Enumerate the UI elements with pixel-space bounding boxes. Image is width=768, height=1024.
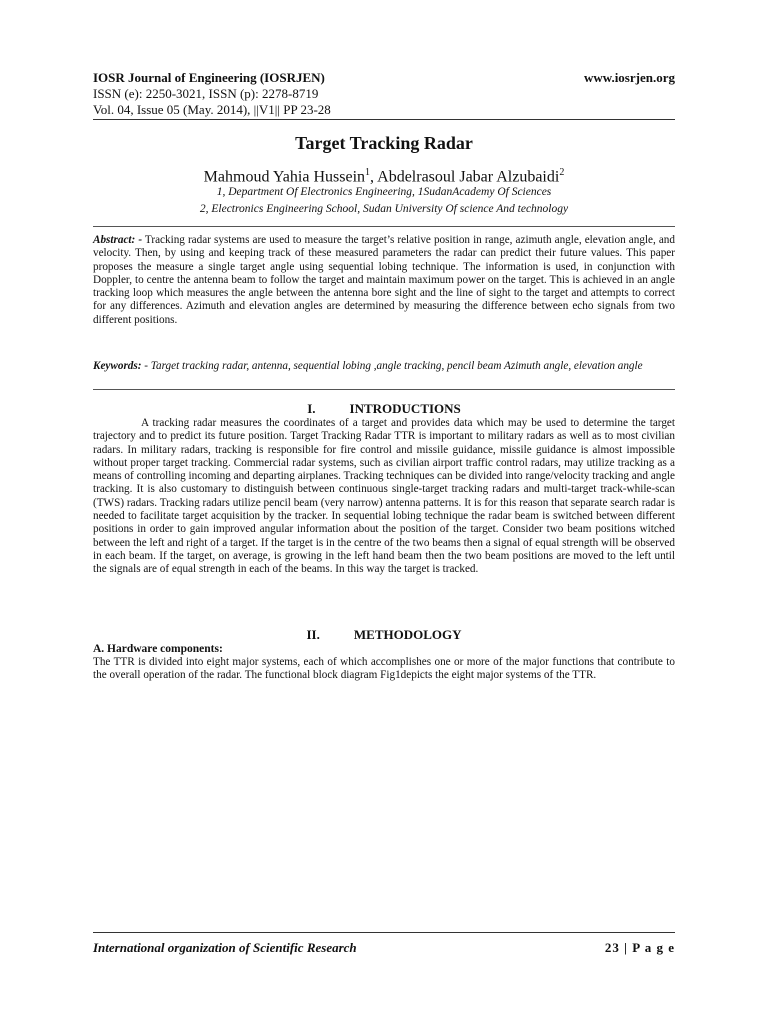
section-heading-introductions [93, 401, 675, 417]
abstract [93, 234, 675, 327]
keywords-label: Keywords: [93, 360, 142, 372]
journal-website[interactable]: www.iosrjen.org [584, 70, 675, 85]
subsection-heading: A. Hardware components: [93, 643, 223, 655]
page-footer [93, 940, 675, 956]
header-divider [93, 119, 675, 120]
author-1: Mahmoud Yahia Hussein [203, 168, 366, 186]
page-number: 23 | P a g e [604, 940, 675, 955]
abstract-top-divider [93, 226, 675, 227]
section-title: INTRODUCTIONS [349, 401, 461, 416]
paper-page [93, 0, 675, 1024]
section-title: METHODOLOGY [353, 627, 462, 642]
keywords-text: - Target tracking radar, antenna, sequential lobing ,angle tracking, pencil beam Azimuth angle, elevation angle [141, 360, 643, 372]
journal-header [93, 70, 675, 118]
abstract-label: Abstract: - [93, 234, 143, 246]
author-2: Abdelrasoul Jabar Alzubaidi [377, 168, 560, 186]
authors-line [93, 167, 675, 186]
affiliation-2: 2, Electronics Engineering School, Sudan University Of science And technology [199, 203, 569, 215]
introduction-paragraph: A tracking radar measures the coordinates of a target and provides data which may be used to determine the target trajectory and to predict its future position. Target Tracking Radar TTR is important to military radars as well as to most civilian radars. In military radars, tracking is responsible for fire control and missile guidance, missile guidance is almost impossible without proper target tracking. Commercial radar systems, such as civilian airport traffic control radars, may utilize tracking as a means of controlling incoming and departing airplanes. Tracking techniques can be divided into range/velocity tracking and angle tracking. It is also customary to distinguish between continuous single-target tracking radars and multi-target track-while-scan (TWS) radars. Tracking radars utilize pencil beam (very narrow) antenna patterns. It is for this reason that separate search radar is needed to facilitate target acquisition by the tracker. In sequential lobing technique the radar beam is switched between different positions in order to gain improved angular information about the position of the target. Consider two beam positions witched between the left and right of a target. If the target is in the centre of the two beams then a signal of equal strength will be observed in each beam. If the target, on average, is growing in the left hand beam then the two beam positions are moved to the left until the signals are of equal strength in each of the beams. In this way the target is tracked. [93, 417, 675, 576]
journal-name: IOSR Journal of Engineering (IOSRJEN) [93, 70, 325, 85]
author-2-sup: 2 [559, 167, 565, 178]
methodology-paragraph: The TTR is divided into eight major systems, each of which accomplishes one or more of the major functions that contribute to the overall operation of the radar. The functional block diagram Fig1depicts the eight major systems of the TTR. [93, 656, 675, 682]
footer-divider [93, 932, 675, 933]
volume-line: Vol. 04, Issue 05 (May. 2014), ||V1|| PP 23-28 [93, 102, 331, 117]
keywords [93, 360, 675, 373]
paper-title: Target Tracking Radar [295, 133, 473, 153]
section-number: II. [306, 627, 320, 642]
keywords-bottom-divider [93, 389, 675, 390]
section-heading-methodology [93, 627, 675, 643]
author-1-sup: 1 [365, 167, 371, 178]
author-separator: , [370, 168, 378, 186]
affiliation-1: 1, Department Of Electronics Engineering, 1SudanAcademy Of Sciences [216, 186, 552, 198]
footer-organization: International organization of Scientific Research [93, 940, 357, 955]
section-number: I. [307, 401, 316, 416]
issn-line: ISSN (e): 2250-3021, ISSN (p): 2278-8719 [93, 86, 319, 101]
abstract-text: Tracking radar systems are used to measure the target’s relative position in range, azimuth angle, elevation angle, and velocity. Then, by using and keeping track of these measured parameters the radar can predict their future values. This paper proposes the measure a single target angle using sequential lobing technique. The information is used, in conjunction with Doppler, to centre the antenna beam to follow the target and maintain maximum power on the target. This is achieved in an angle tracking loop which measures the angle between the antenna bore sight and the line of sight to the target and attempts to correct for any differences. Azimuth and elevation angles are determined by measuring the difference between echo signals from two different positions. [93, 234, 675, 326]
